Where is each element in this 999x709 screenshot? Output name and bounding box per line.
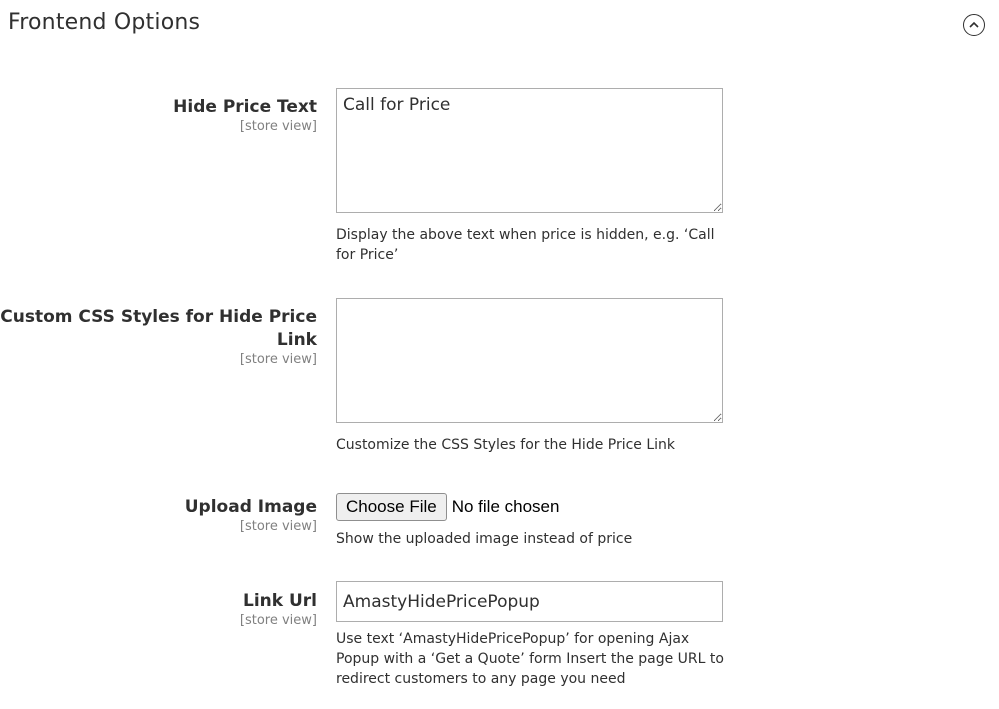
- field-note: Display the above text when price is hidden, e.g. ‘Call for Price’: [336, 227, 715, 263]
- field-label-line1: Custom CSS Styles for Hide Price: [0, 307, 317, 327]
- custom-css-input[interactable]: [336, 298, 723, 423]
- hide-price-text-input[interactable]: [336, 88, 723, 213]
- file-input: [336, 493, 726, 521]
- scope-label: [store view]: [239, 613, 317, 628]
- choose-file-button[interactable]: Choose File: [336, 493, 447, 521]
- section-title: Frontend Options: [8, 10, 201, 35]
- field-note: [336, 629, 726, 689]
- chevron-up-icon: [968, 19, 980, 31]
- scope-label: [store view]: [239, 519, 317, 534]
- file-status: No file chosen: [451, 497, 560, 516]
- field-note: Show the uploaded image instead of price: [336, 531, 633, 547]
- scope-label: [store view]: [239, 119, 317, 134]
- field-label: Upload Image: [184, 497, 317, 517]
- link-url-input[interactable]: [336, 581, 723, 622]
- field-note: Customize the CSS Styles for the Hide Price Link: [336, 437, 676, 453]
- collapse-section-button[interactable]: [963, 14, 985, 36]
- note-line: Use text ‘AmastyHidePricePopup’ for opening Ajax: [336, 631, 690, 647]
- note-line: Popup with a ‘Get a Quote’ form Insert the page URL to: [336, 651, 724, 667]
- field-label: Hide Price Text: [173, 97, 317, 117]
- field-label-line2: Link: [276, 330, 317, 350]
- scope-label: [store view]: [239, 352, 317, 367]
- field-label: Link Url: [242, 591, 317, 611]
- note-line: redirect customers to any page you need: [336, 671, 626, 687]
